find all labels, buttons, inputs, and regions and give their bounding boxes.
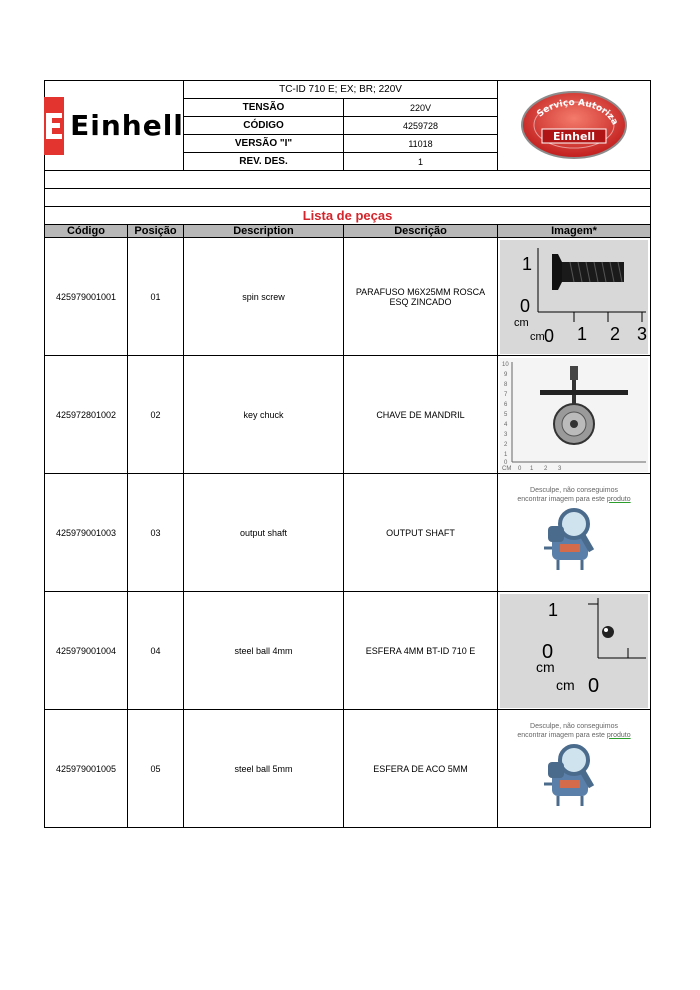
svg-text:3: 3 [504, 431, 508, 438]
part-code: 425979001001 [45, 238, 128, 356]
part-code: 425972801002 [45, 356, 128, 474]
no-image-robot-icon [534, 740, 614, 810]
svg-text:0: 0 [544, 325, 555, 346]
part-image-screw [498, 238, 651, 356]
svg-text:3: 3 [637, 323, 648, 344]
svg-text:1: 1 [548, 599, 559, 620]
table-row [45, 710, 651, 828]
col-header-descricao: Descrição [344, 225, 498, 238]
part-description: steel ball 4mm [184, 592, 344, 710]
part-image-ball [498, 592, 651, 710]
svg-text:10: 10 [502, 361, 509, 368]
part-descricao: ESFERA DE ACO 5MM [344, 710, 498, 828]
part-code: 425979001005 [45, 710, 128, 828]
svg-text:CM: CM [502, 465, 512, 472]
part-code: 425979001003 [45, 474, 128, 592]
part-descricao: CHAVE DE MANDRIL [344, 356, 498, 474]
svg-text:1: 1 [577, 323, 588, 344]
svg-text:4: 4 [504, 421, 508, 428]
svg-text:0: 0 [542, 640, 554, 663]
model-cell: TC-ID 710 E; EX; BR; 220V [184, 81, 498, 99]
service-badge [498, 81, 651, 171]
col-header-image: Imagem* [498, 225, 651, 238]
svg-text:Serviço Autorizado: Serviço Autoriza [535, 97, 620, 127]
no-image-robot-icon [534, 504, 614, 574]
version-value: 11018 [344, 135, 498, 153]
part-descricao: PARAFUSO M6X25MM ROSCA ESQ ZINCADO [344, 238, 498, 356]
svg-text:3: 3 [558, 465, 562, 472]
logo-mark [44, 97, 64, 155]
svg-text:2: 2 [504, 441, 508, 448]
svg-text:1: 1 [504, 451, 508, 458]
part-description: output shaft [184, 474, 344, 592]
svg-text:5: 5 [504, 411, 508, 418]
svg-text:2: 2 [610, 323, 621, 344]
part-descricao: ESFERA 4MM BT-ID 710 E [344, 592, 498, 710]
svg-text:0: 0 [504, 459, 508, 466]
col-header-position: Posição [128, 225, 184, 238]
part-descricao: OUTPUT SHAFT [344, 474, 498, 592]
svg-text:7: 7 [504, 391, 508, 398]
svg-text:Einhell: Einhell [553, 129, 595, 143]
parts-sheet [44, 80, 650, 828]
no-image-message: Desculpe, não conseguimos encontrar imagem para este produto [517, 722, 631, 739]
part-code: 425979001004 [45, 592, 128, 710]
svg-text:0: 0 [518, 465, 522, 472]
svg-text:cm: cm [530, 330, 545, 343]
svg-text:2: 2 [544, 465, 548, 472]
svg-text:8: 8 [504, 381, 508, 388]
header-table [44, 80, 651, 225]
version-label: VERSÃO "I" [184, 135, 344, 153]
table-row [45, 238, 651, 356]
part-description: spin screw [184, 238, 344, 356]
part-position: 01 [128, 238, 184, 356]
table-row [45, 474, 651, 592]
part-position: 05 [128, 710, 184, 828]
table-row [45, 592, 651, 710]
svg-text:0: 0 [588, 674, 600, 697]
svg-text:6: 6 [504, 401, 508, 408]
col-header-description: Description [184, 225, 344, 238]
svg-text:cm: cm [514, 316, 529, 329]
part-description: steel ball 5mm [184, 710, 344, 828]
code-label: CÓDIGO [184, 117, 344, 135]
code-value: 4259728 [344, 117, 498, 135]
list-title: Lista de peças [45, 207, 651, 225]
part-position: 04 [128, 592, 184, 710]
revision-label: REV. DES. [184, 153, 344, 171]
col-header-code: Código [45, 225, 128, 238]
voltage-label: TENSÃO [184, 99, 344, 117]
blank-row [45, 189, 651, 207]
svg-text:cm: cm [536, 658, 555, 675]
svg-text:9: 9 [504, 371, 508, 378]
part-image-missing [498, 710, 651, 828]
svg-text:1: 1 [530, 465, 534, 472]
part-image-missing [498, 474, 651, 592]
parts-table [44, 224, 651, 828]
blank-row [45, 171, 651, 189]
svg-text:1: 1 [522, 253, 533, 274]
table-row [45, 356, 651, 474]
svg-text:0: 0 [520, 295, 531, 316]
part-position: 03 [128, 474, 184, 592]
einhell-logo [45, 81, 184, 171]
svg-text:cm: cm [556, 676, 575, 693]
revision-value: 1 [344, 153, 498, 171]
logo-wordmark: Einhell [70, 109, 184, 142]
part-image-key [498, 356, 651, 474]
voltage-value: 220V [344, 99, 498, 117]
part-position: 02 [128, 356, 184, 474]
part-description: key chuck [184, 356, 344, 474]
no-image-message: Desculpe, não conseguimos encontrar imagem para este produto [517, 486, 631, 503]
